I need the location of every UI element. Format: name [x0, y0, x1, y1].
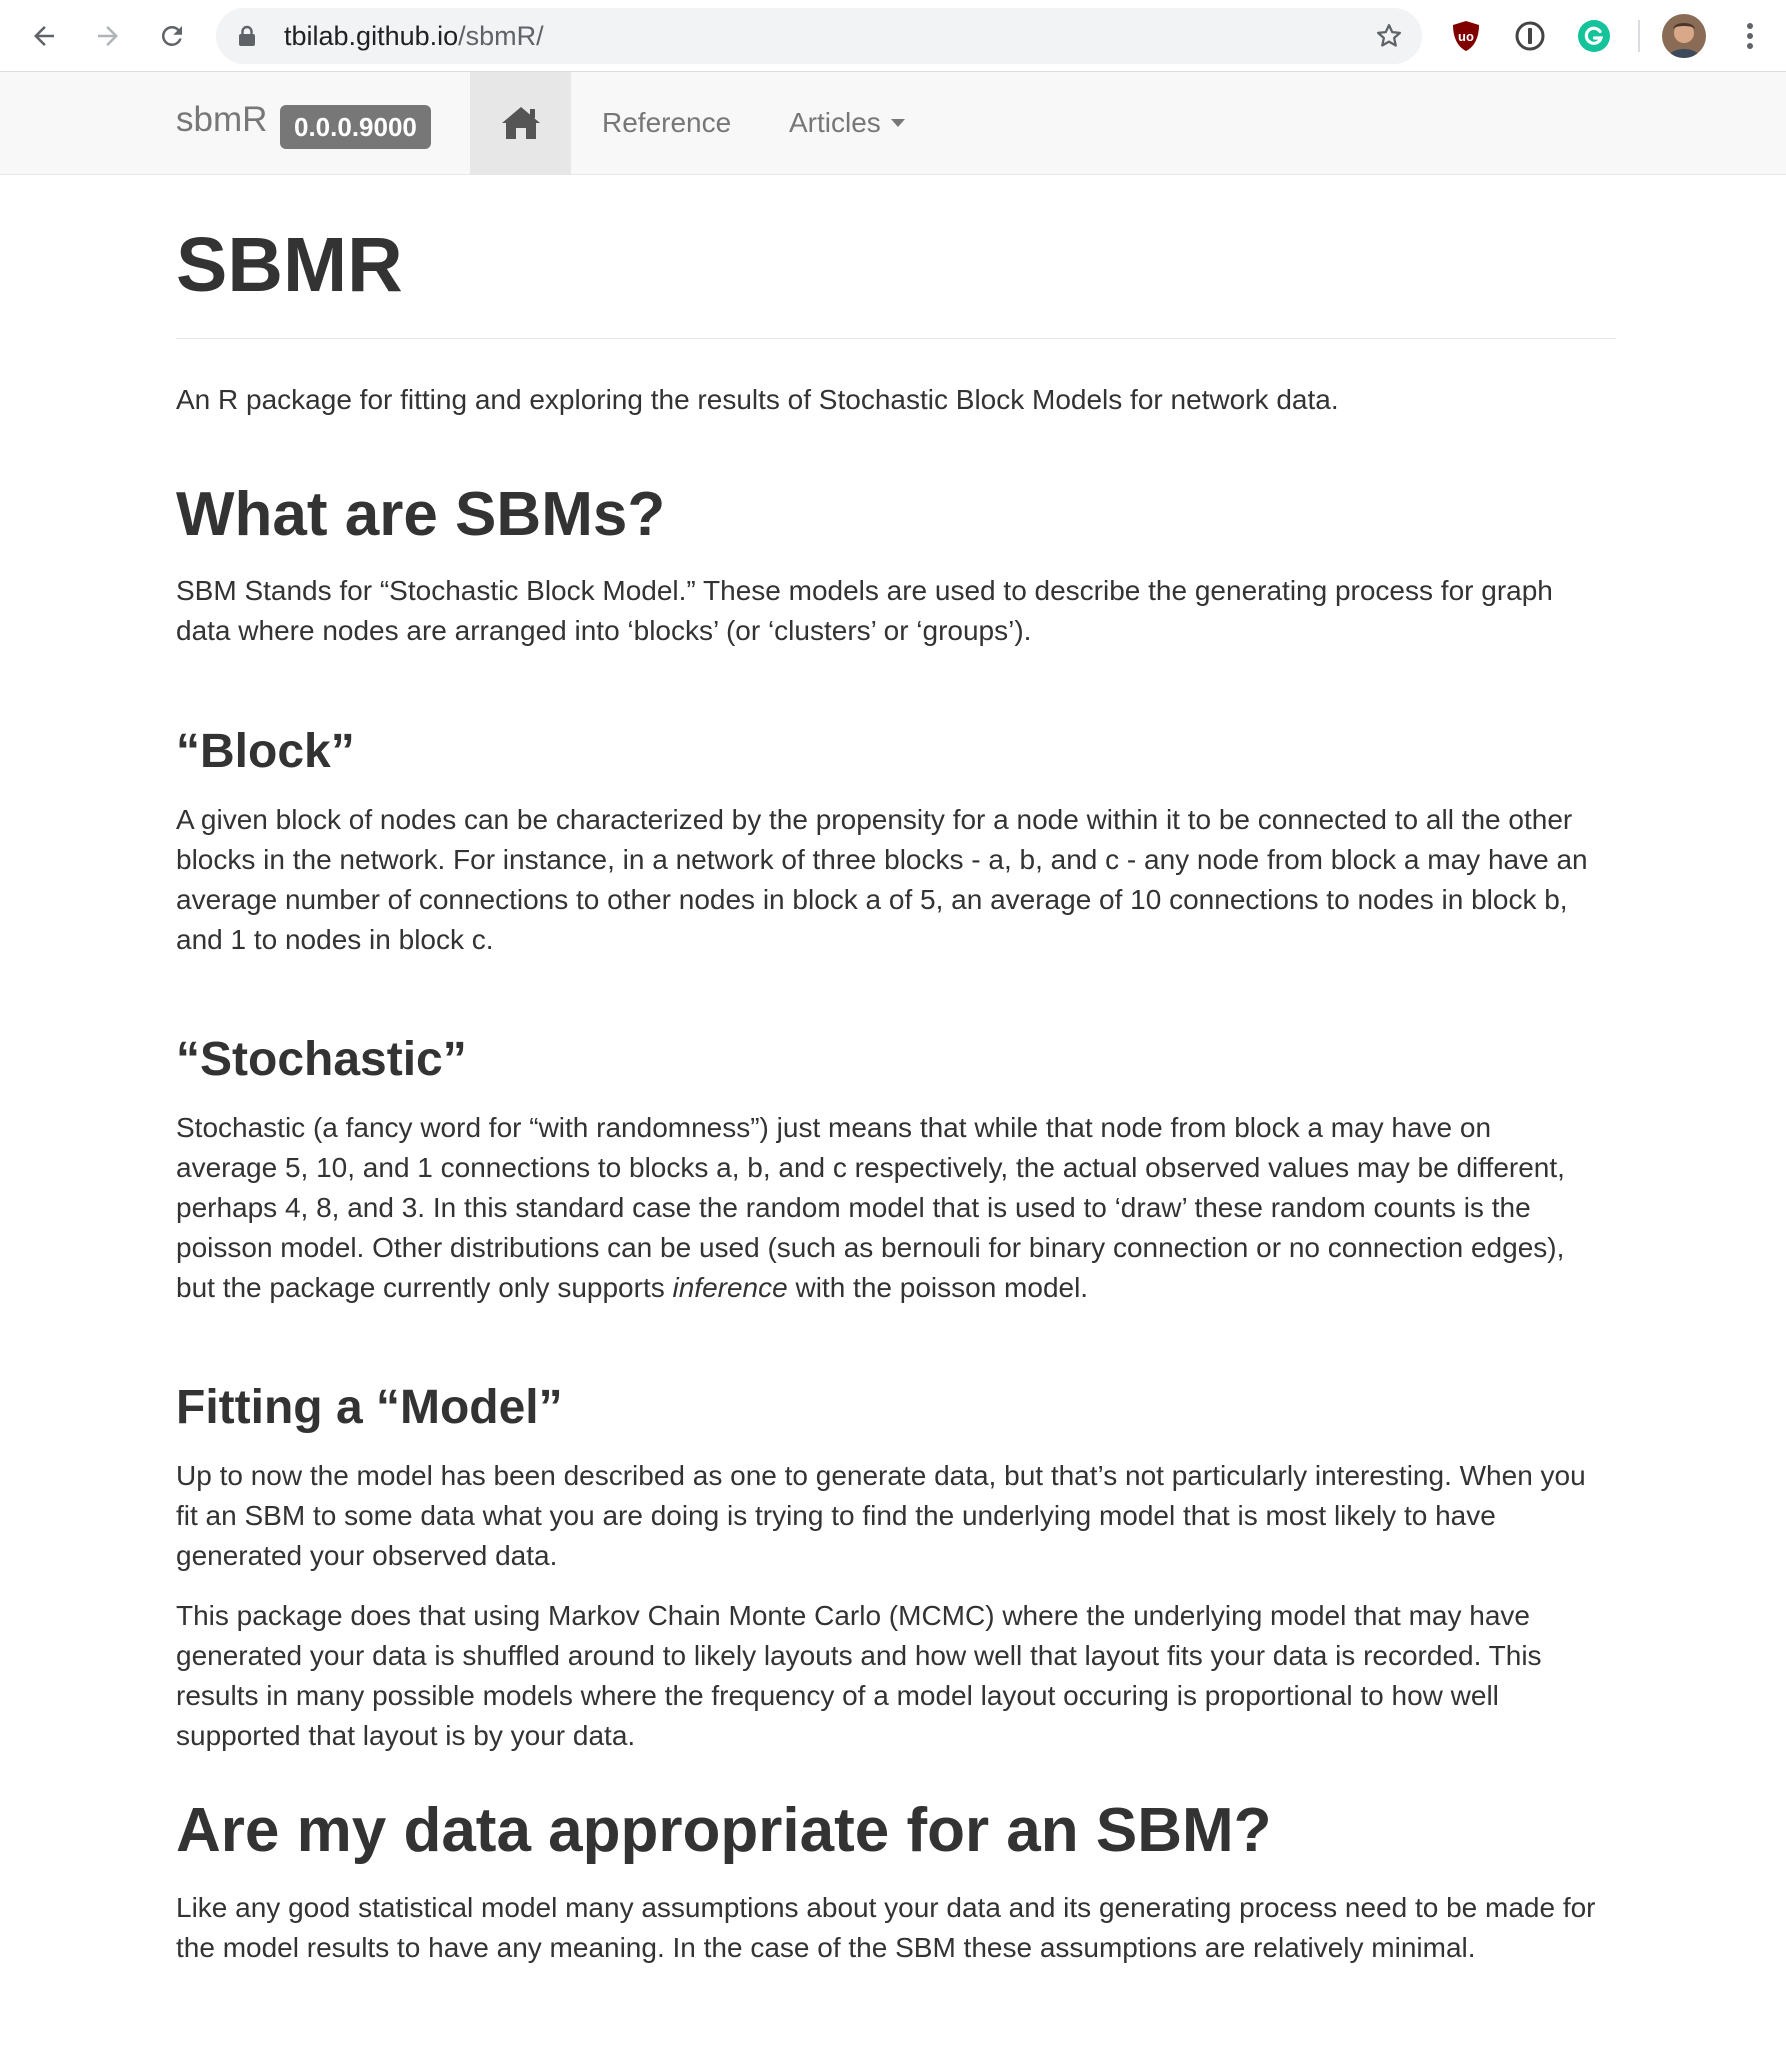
url-text — [284, 22, 544, 50]
reload-button[interactable] — [152, 16, 192, 56]
stochastic-line-3: perhaps 4, 8, and 3. In this standard case the random model that is used to ‘draw’ these random counts is the — [176, 1192, 1531, 1223]
fitting-p2-line-4: supported that layout is by your data. — [176, 1720, 636, 1751]
block-line-4: and 1 to nodes in block c. — [176, 924, 494, 955]
toolbar-divider — [1638, 20, 1640, 52]
forward-button[interactable] — [88, 16, 128, 56]
block-line-1: A given block of nodes can be characterized by the propensity for a node within it to be connected to all the other — [176, 804, 1573, 835]
password-manager-button[interactable] — [1510, 16, 1550, 56]
fitting-p1-line-3: generated your observed data. — [176, 1540, 558, 1571]
arrow-left-icon — [29, 21, 59, 51]
svg-text:uo: uo — [1458, 29, 1474, 44]
fitting-p2-line-1: This package does that using Markov Chain Monte Carlo (MCMC) where the underlying model that may have — [176, 1600, 1530, 1631]
home-icon — [500, 105, 542, 141]
site-navbar — [0, 72, 1786, 175]
block-line-2: blocks in the network. For instance, in a network of three blocks - a, b, and c - any node from block a may have an — [176, 844, 1588, 875]
avatar-icon — [1662, 14, 1706, 58]
section-heading-fitting-a-model: Fitting a “Model” — [176, 1381, 563, 1434]
grammarly-icon — [1577, 19, 1611, 53]
brand-link[interactable]: sbmR — [176, 100, 268, 139]
fitting-p2-line-3: results in many possible models where the frequency of a model layout occuring is proportional to how well — [176, 1680, 1499, 1711]
appropriate-line-1: Like any good statistical model many assumptions about your data and its generating process need to be made for — [176, 1892, 1596, 1923]
nav-reference[interactable]: Reference — [602, 107, 732, 138]
nav-articles[interactable] — [789, 106, 905, 140]
intro-paragraph — [176, 380, 1626, 420]
password-manager-icon — [1514, 20, 1546, 52]
title-divider — [176, 338, 1616, 339]
intro-text: An R package for fitting and exploring the results of Stochastic Block Models for network data. — [176, 384, 1339, 415]
stochastic-line-5a: but the package currently only supports — [176, 1272, 673, 1303]
kebab-menu-icon — [1746, 22, 1754, 50]
arrow-right-icon — [93, 21, 123, 51]
fitting-p1-line-2: fit an SBM to some data what you are doing is trying to find the underlying model that is most likely to have — [176, 1500, 1496, 1531]
browser-toolbar — [0, 0, 1786, 72]
stochastic-line-2: average 5, 10, and 1 connections to blocks a, b, and c respectively, the actual observed values may be different, — [176, 1152, 1565, 1183]
block-paragraph — [176, 800, 1626, 960]
appropriate-paragraph — [176, 1888, 1626, 1968]
url-path: /sbmR/ — [458, 21, 544, 51]
fitting-paragraph-2 — [176, 1596, 1626, 1756]
fitting-paragraph-1 — [176, 1456, 1626, 1576]
stochastic-line-5b: with the poisson model. — [787, 1272, 1089, 1303]
url-host: tbilab.github.io — [284, 21, 459, 51]
section-heading-stochastic: “Stochastic” — [176, 1033, 467, 1086]
reload-icon — [157, 21, 187, 51]
profile-avatar[interactable] — [1662, 14, 1706, 58]
inference-emphasis: inference — [672, 1272, 788, 1303]
ublock-origin-icon — [1451, 20, 1481, 52]
caret-down-icon — [891, 119, 905, 127]
grammarly-button[interactable] — [1574, 16, 1614, 56]
nav-home[interactable] — [470, 72, 571, 174]
what-line-1: SBM Stands for “Stochastic Block Model.” These models are used to describe the generating process for graph — [176, 575, 1553, 606]
back-button[interactable] — [24, 16, 64, 56]
stochastic-line-4: poisson model. Other distributions can be used (such as bernouli for binary connection or no connection edges), — [176, 1232, 1565, 1263]
section-heading-appropriate: Are my data appropriate for an SBM? — [176, 1796, 1272, 1865]
version-badge: 0.0.0.9000 — [280, 105, 431, 149]
section-heading-what-are-sbms: What are SBMs? — [176, 480, 666, 549]
page-title: SBMR — [176, 222, 403, 308]
browser-menu-button[interactable] — [1730, 16, 1770, 56]
star-icon[interactable] — [1374, 21, 1404, 51]
what-line-2: data where nodes are arranged into ‘blocks’ (or ‘clusters’ or ‘groups’). — [176, 615, 1032, 646]
block-line-3: average number of connections to other nodes in block a of 5, an average of 10 connections to nodes in block b, — [176, 884, 1568, 915]
section-heading-block: “Block” — [176, 725, 355, 778]
stochastic-line-1: Stochastic (a fancy word for “with randomness”) just means that while that node from block a may have on — [176, 1112, 1492, 1143]
ublock-origin-button[interactable] — [1446, 16, 1486, 56]
appropriate-line-2: the model results to have any meaning. In the case of the SBM these assumptions are relatively minimal. — [176, 1932, 1476, 1963]
fitting-p1-line-1: Up to now the model has been described as one to generate data, but that’s not particularly interesting. When you — [176, 1460, 1586, 1491]
fitting-p2-line-2: generated your data is shuffled around to likely layouts and how well that layout fits your data is recorded. This — [176, 1640, 1542, 1671]
nav-articles-label: Articles — [789, 107, 881, 138]
lock-icon — [238, 25, 256, 47]
stochastic-paragraph — [176, 1108, 1626, 1308]
address-bar[interactable] — [216, 8, 1422, 64]
what-paragraph — [176, 571, 1626, 651]
